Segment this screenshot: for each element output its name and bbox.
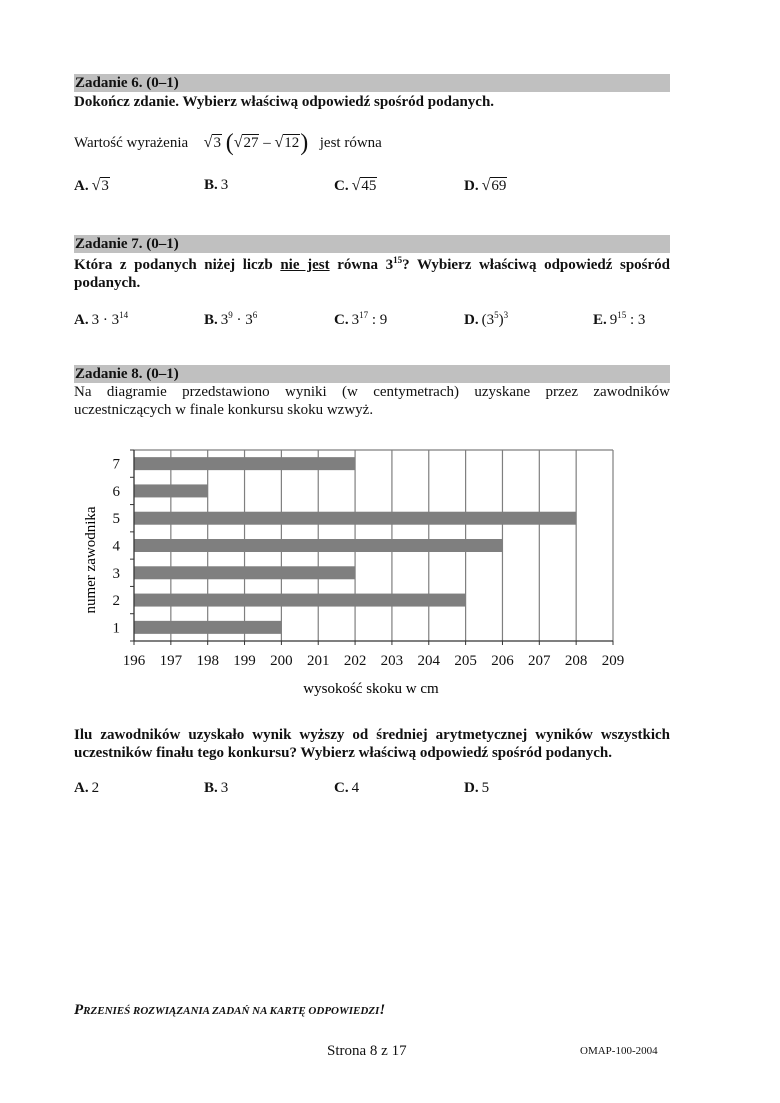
task-6-prompt-suffix: jest równa: [319, 135, 382, 151]
x-tick-label: 205: [454, 653, 477, 669]
x-tick-label: 197: [159, 653, 183, 669]
task-6-instruction: Dokończ zdanie. Wybierz właściwą odpowiedź spośród podanych.: [74, 94, 495, 110]
bar: [134, 621, 281, 634]
x-tick-label: 202: [343, 653, 367, 669]
bar: [134, 539, 502, 552]
transfer-answers-note: PRZENIEŚ ROZWIĄZANIA ZADAŃ NA KARTĘ ODPOWIEDZI!: [74, 1002, 386, 1018]
x-tick-label: 207: [528, 653, 551, 669]
task-6-option-c[interactable]: C. √45: [334, 177, 377, 194]
bar: [134, 512, 576, 525]
task-7-header: Zadanie 7. (0–1): [74, 235, 670, 253]
task-7-option-b[interactable]: B. $3^9 \cdot 3^6$: [204, 310, 258, 328]
task-6-option-b[interactable]: B. 3: [204, 177, 229, 193]
bar: [134, 566, 355, 579]
y-tick-label: 2: [112, 593, 120, 610]
document-code: OMAP-100-2004: [580, 1045, 658, 1057]
task-8-header: Zadanie 8. (0–1): [74, 365, 670, 383]
sqrt-outer: √3: [203, 134, 221, 151]
x-tick-labels: [123, 653, 625, 669]
task-7-option-a[interactable]: A. $3 \cdot 3^{14}$: [74, 310, 129, 328]
y-tick-label: 7: [112, 456, 120, 473]
task-6-prompt-prefix: Wartość wyrażenia: [74, 135, 189, 151]
x-tick-label: 206: [491, 653, 514, 669]
x-tick-label: 201: [306, 653, 330, 669]
bar: [134, 484, 208, 497]
task-8-option-d[interactable]: D. 5: [464, 780, 490, 796]
x-tick-label: 196: [122, 653, 146, 669]
x-tick-label: 203: [380, 653, 404, 669]
y-tick-label: 3: [112, 565, 120, 582]
minus-operator: –: [263, 135, 271, 151]
x-tick-label: 204: [417, 653, 441, 669]
x-tick-label: 200: [270, 653, 293, 669]
y-tick-labels: [113, 457, 121, 637]
y-tick-label: 4: [112, 538, 120, 555]
task-8-intro-line-1: Na diagramie przedstawiono wyniki (w centymetrach) uzyskane przez zawodników: [74, 384, 670, 400]
x-tick-label: 209: [601, 653, 625, 669]
task-7-option-c[interactable]: C. $3^{17}$ : 9: [334, 310, 388, 328]
task-6-option-d[interactable]: D. √69: [464, 177, 507, 194]
left-paren: (: [225, 130, 234, 156]
right-paren: ): [300, 130, 309, 156]
not-underlined: nie jest: [280, 257, 330, 273]
x-axis-label: wysokość skoku w cm: [303, 681, 439, 697]
task-8-option-b[interactable]: B. 3: [204, 780, 229, 796]
task-8-intro-line-2: uczestniczących w finale konkursu skoku wzwyż.: [74, 402, 374, 418]
x-tick-label: 199: [233, 653, 256, 669]
x-tick-label: 198: [196, 653, 219, 669]
task-8-question-line-1: Ilu zawodników uzyskało wynik wyższy od średniej arytmetycznej wyników wszystkich: [74, 727, 670, 743]
bar: [134, 457, 355, 470]
x-tick-label: 208: [564, 653, 588, 669]
page-number: Strona 8 z 17: [327, 1043, 407, 1059]
task-7-question-line-1: Która z podanych niżej liczb nie jest równa $3^{15}$? Wybierz właściwą odpowiedź spośród: [74, 255, 671, 273]
task-8-question-line-2: uczestników finału tego konkursu? Wybierz właściwą odpowiedź spośród podanych.: [74, 745, 612, 761]
y-tick-label: 1: [112, 620, 120, 637]
y-tick-label: 6: [112, 483, 120, 500]
y-tick-label: 5: [112, 511, 120, 528]
sqrt-inner-2: √12: [274, 134, 300, 151]
sqrt-inner-1: √27: [233, 134, 259, 151]
y-axis-label: numer zawodnika: [83, 506, 99, 614]
task-6-header: Zadanie 6. (0–1): [74, 74, 670, 92]
bar: [134, 594, 466, 607]
task-7-option-d[interactable]: D. $(3^5)^3$: [464, 310, 509, 328]
task-6-option-a[interactable]: A. √3: [74, 177, 109, 194]
task-8-option-a[interactable]: A. 2: [74, 780, 100, 796]
task-7-question-line-2: podanych.: [74, 275, 141, 291]
task-8-option-c[interactable]: C. 4: [334, 780, 360, 796]
task-7-option-e[interactable]: E. $9^{15}$ : 3: [593, 310, 646, 328]
